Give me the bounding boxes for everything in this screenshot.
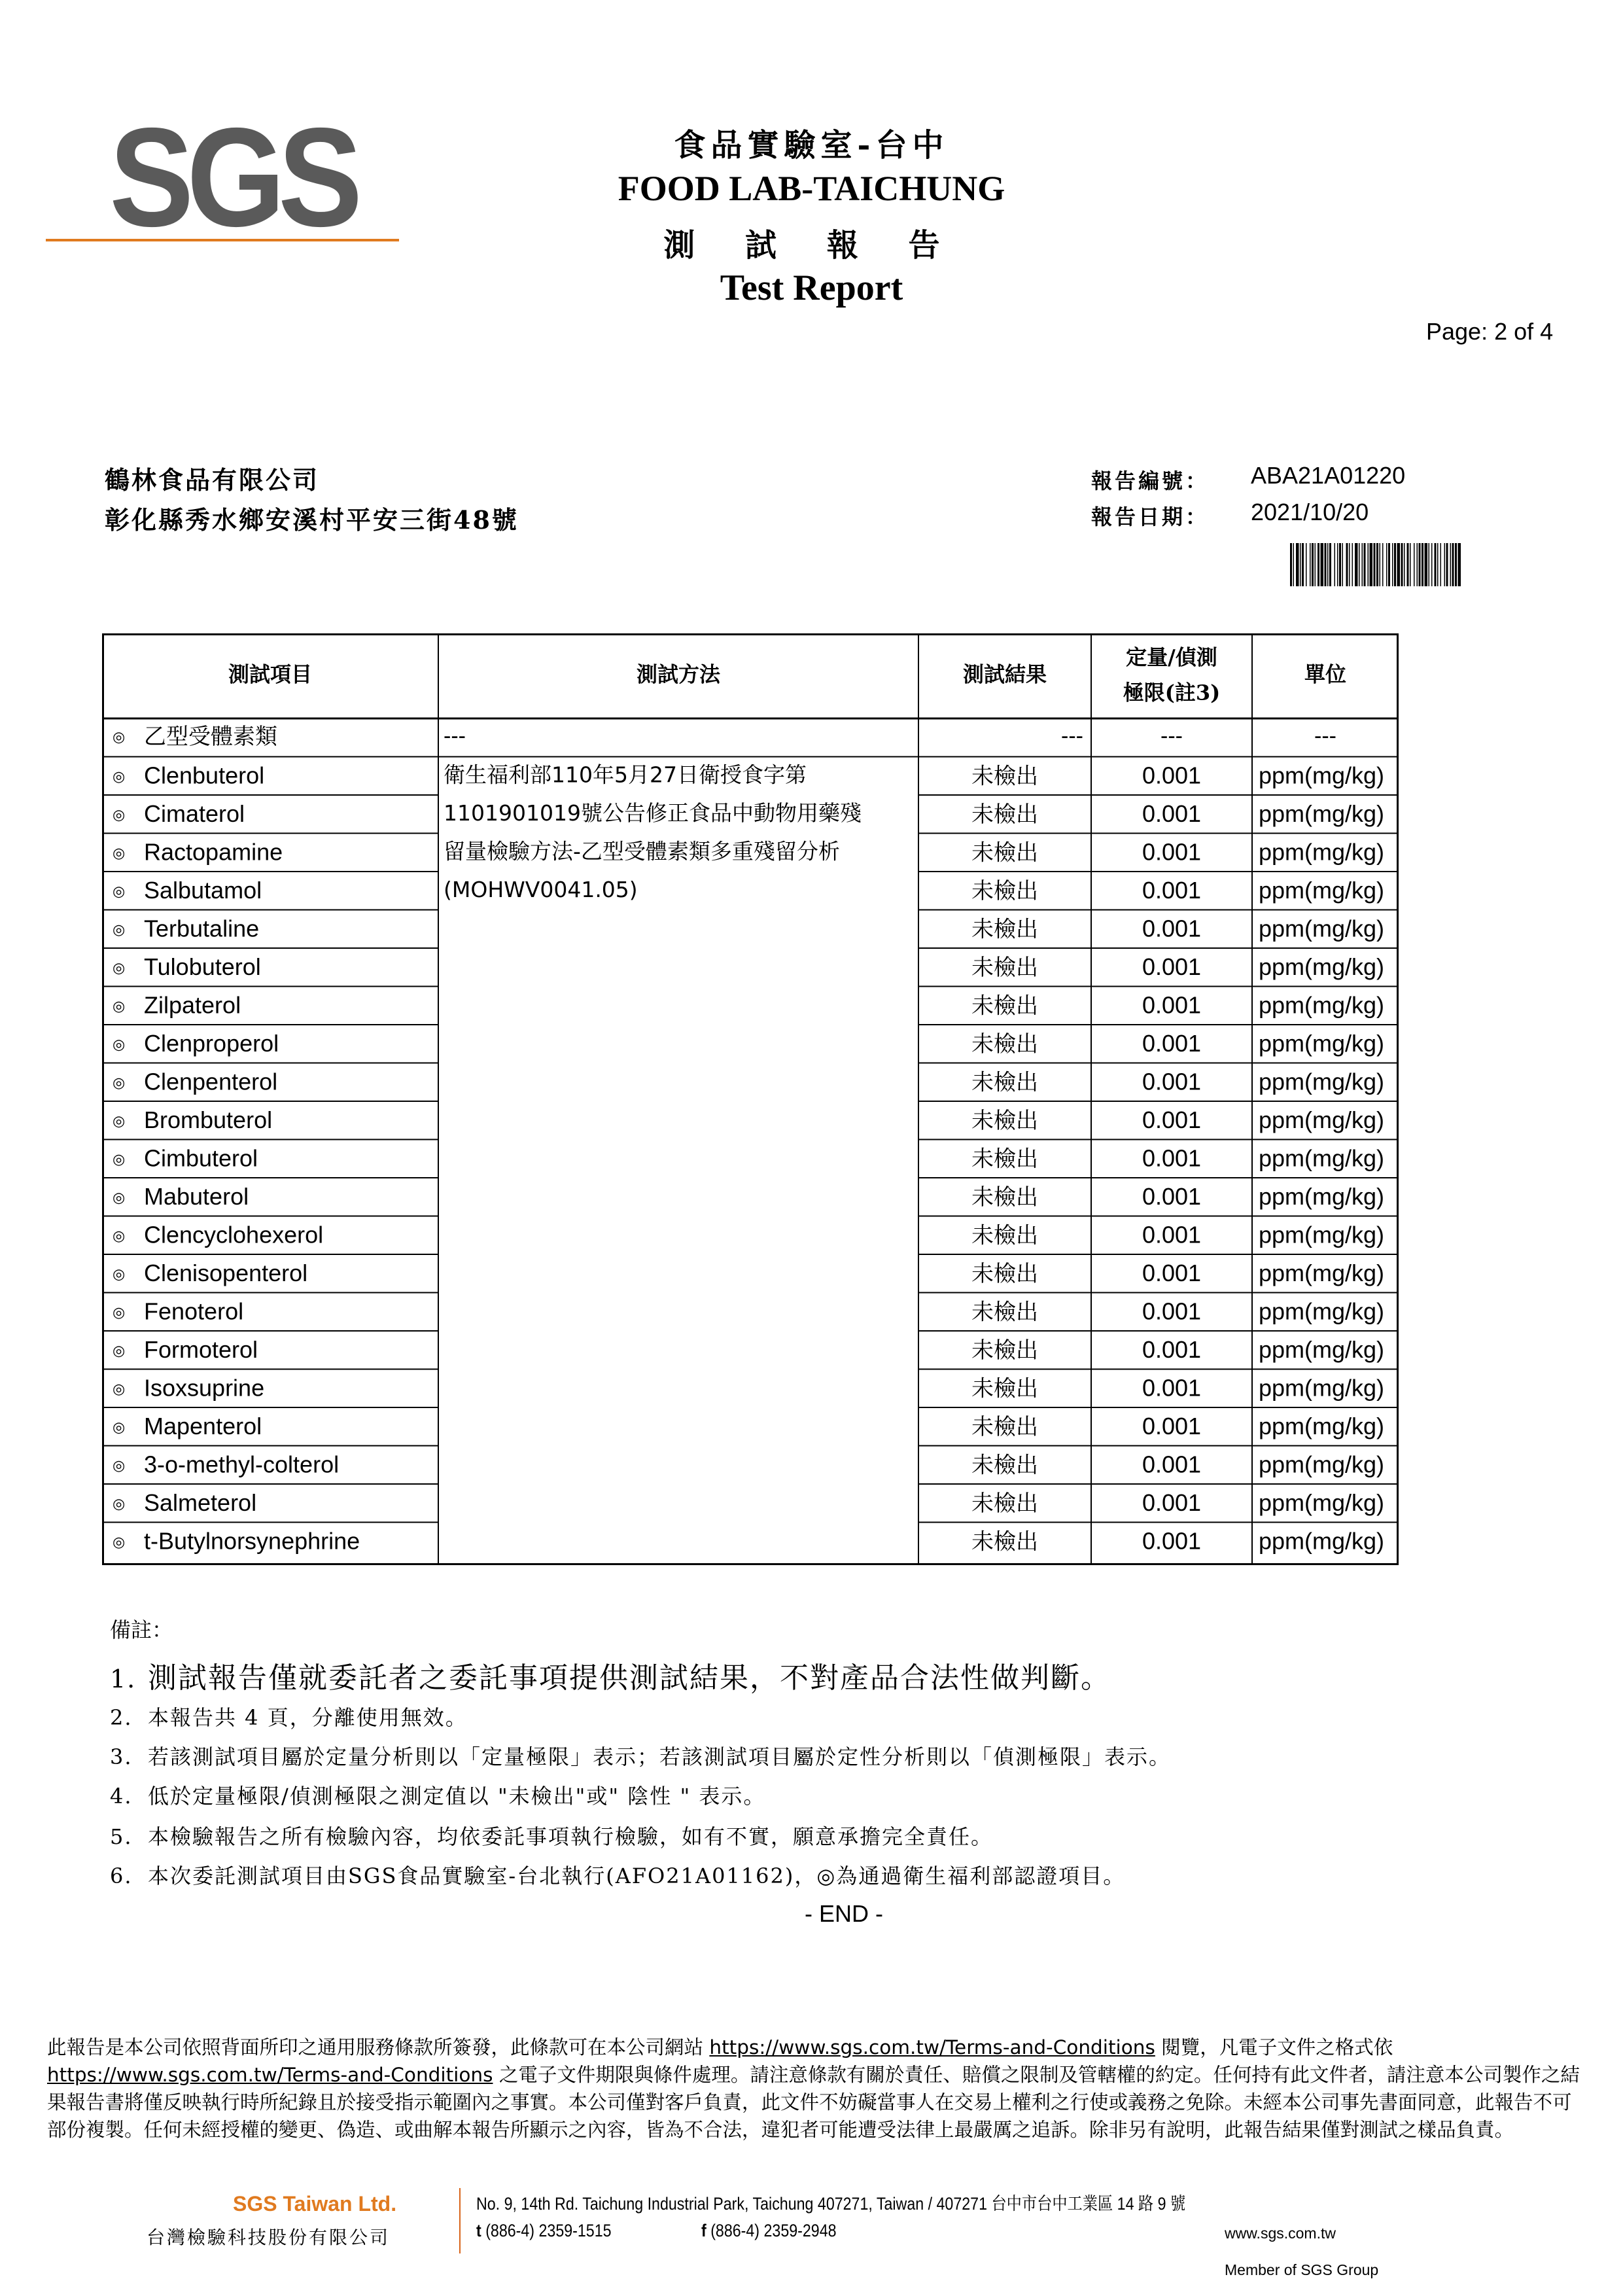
notes-title: 備註： [110,1617,173,1642]
note-text: 若該測試項目屬於定量分析則以「定量極限」表示；若該測試項目屬於定性分析則以「偵測極限」表示。 [148,1744,1172,1769]
barcode-bar [1435,543,1437,586]
barcode-bar [1310,543,1311,586]
barcode-bar [1401,543,1403,586]
barcode-bar [1329,543,1331,586]
unit-value: ppm(mg/kg) [1259,1335,1385,1363]
test-method-text: (MOHWV0041.05) [444,876,638,902]
result-value: 未檢出 [971,1299,1038,1326]
unit-value: ppm(mg/kg) [1259,991,1385,1019]
test-method-text: 衛生福利部110年5月27日衛授食字第 [444,762,807,788]
accredited-mark: ◎ [113,768,126,785]
limit-value: 0.001 [1142,762,1202,789]
accredited-mark: ◎ [113,921,126,938]
barcode-bar [1337,543,1338,586]
accredited-mark: ◎ [113,998,126,1015]
note-item [110,1740,1171,1771]
barcode-bar [1368,543,1369,586]
note-text: 低於定量極限/偵測極限之測定值以 "未檢出"或" 陰性 " 表示。 [148,1784,766,1809]
analyte-name: Brombuterol [144,1106,273,1133]
barcode-bar [1355,543,1358,586]
category-result: --- [1061,724,1083,749]
barcode-bar [1380,543,1381,586]
footer-divider [459,2188,461,2253]
barcode-bar [1376,543,1378,586]
result-value: 未檢出 [971,993,1038,1019]
note-text: 測試報告僅就委託者之委託事項提供測試結果，不對產品合法性做判斷。 [148,1661,1111,1695]
accredited-mark: ◎ [113,729,126,746]
unit-value: ppm(mg/kg) [1259,1527,1385,1555]
result-value: 未檢出 [971,1337,1038,1364]
barcode-bar [1429,543,1430,586]
note-number: 6. [110,1863,133,1888]
barcode [1290,543,1512,586]
barcode-bar [1404,543,1405,586]
result-value: 未檢出 [971,1413,1038,1440]
barcode-bar [1446,543,1448,586]
unit-value: ppm(mg/kg) [1259,1182,1385,1210]
unit-value: ppm(mg/kg) [1259,1106,1385,1133]
accredited-mark: ◎ [113,1151,126,1168]
barcode-bar [1374,543,1376,586]
barcode-bar [1349,543,1350,586]
barcode-bar [1392,543,1393,586]
limit-value: 0.001 [1142,1029,1202,1057]
accredited-mark: ◎ [113,883,126,900]
header-test-item: 測試項目 [228,662,313,687]
analyte-name: Clenisopenterol [144,1259,308,1286]
accredited-mark: ◎ [113,1457,126,1474]
barcode-bar [1302,543,1304,586]
barcode-bar [1339,543,1341,586]
analyte-name: Isoxsuprine [144,1374,265,1402]
barcode-bar [1325,543,1327,586]
svg-text:SGS: SGS [109,111,356,249]
barcode-bar [1300,543,1301,586]
unit-value: ppm(mg/kg) [1259,1298,1385,1325]
result-value: 未檢出 [971,1031,1038,1057]
analyte-name: Mapenterol [144,1412,262,1439]
barcode-bar [1397,543,1401,586]
limit-value: 0.001 [1142,1106,1202,1133]
header-test-result: 測試結果 [962,662,1047,687]
limit-value: 0.001 [1142,1527,1202,1555]
note-text: 本報告共 4 頁，分離使用無效。 [148,1705,468,1730]
tel-number: (886-4) 2359-1515 [481,2221,612,2240]
analyte-name: Mabuterol [144,1182,249,1210]
header-unit: 單位 [1304,662,1347,687]
analyte-name: Terbutaline [144,915,260,942]
result-value: 未檢出 [971,877,1038,904]
note-item [110,1860,1125,1890]
note-number: 2. [110,1705,133,1730]
member-text: Member of SGS Group [1225,2261,1379,2278]
note-item [110,1780,765,1810]
barcode-bar [1318,543,1319,586]
report-date-value: 2021/10/20 [1251,499,1369,525]
unit-value: ppm(mg/kg) [1259,953,1385,980]
accredited-mark: ◎ [113,1266,126,1283]
fax-number: (886-4) 2359-2948 [706,2221,837,2240]
result-value: 未檢出 [971,839,1038,866]
header-limit: 定量/偵測 [1126,645,1217,670]
limit-value: 0.001 [1142,1335,1202,1363]
accredited-mark: ◎ [113,1381,126,1398]
barcode-bar [1388,543,1390,586]
accredited-mark: ◎ [113,960,126,977]
barcode-bar [1362,543,1363,586]
unit-value: ppm(mg/kg) [1259,800,1385,827]
result-value: 未檢出 [971,801,1038,828]
result-value: 未檢出 [971,1222,1038,1249]
barcode-bar [1352,543,1353,586]
fax [701,2221,837,2241]
unit-value: ppm(mg/kg) [1259,1451,1385,1478]
analyte-name: Clencyclohexerol [144,1221,324,1248]
barcode-bar [1440,543,1442,586]
limit-value: 0.001 [1142,953,1202,980]
barcode-bar [1321,543,1324,586]
analyte-name: Tulobuterol [144,953,261,980]
barcode-bar [1342,543,1344,586]
unit-value: ppm(mg/kg) [1259,1374,1385,1402]
unit-value: ppm(mg/kg) [1259,1489,1385,1516]
result-value: 未檢出 [971,1260,1038,1287]
result-value: 未檢出 [971,1107,1038,1134]
analyte-name: Ractopamine [144,838,283,866]
analyte-name: Salmeterol [144,1489,257,1516]
lab-title-zh: 食品實驗室-台中 [674,127,949,164]
category-limit: --- [1161,724,1183,749]
website[interactable]: www.sgs.com.tw [1225,2225,1336,2242]
header-limit: 極限(註3) [1123,680,1221,705]
barcode-bar [1458,543,1461,586]
header-test-method: 測試方法 [636,662,721,687]
barcode-bar [1293,543,1295,586]
unit-value: ppm(mg/kg) [1259,1068,1385,1095]
accredited-mark: ◎ [113,1036,126,1053]
barcode-bar [1419,543,1421,586]
barcode-bar [1437,543,1439,586]
accredited-mark: ◎ [113,1304,126,1321]
note-number: 1. [110,1665,137,1693]
terms-link[interactable]: https://www.sgs.com.tw/Terms-and-Conditions [47,2064,493,2086]
result-value: 未檢出 [971,954,1038,981]
accredited-mark: ◎ [113,1419,126,1436]
limit-value: 0.001 [1142,1259,1202,1286]
unit-value: ppm(mg/kg) [1259,1144,1385,1172]
analyte-name: Fenoterol [144,1298,244,1325]
company-address: No. 9, 14th Rd. Taichung Industrial Park, Taichung 407271, Taiwan / 407271 台中市台中工業區 14 路 9 號 [476,2194,1186,2214]
report-title-zh: 測 試 報 告 [663,227,960,264]
client-name: 鶴林食品有限公司 [105,465,320,495]
result-value: 未檢出 [971,916,1038,943]
accredited-mark: ◎ [113,1113,126,1130]
page-number: Page: 2 of 4 [1426,318,1554,345]
limit-value: 0.001 [1142,1374,1202,1402]
result-value: 未檢出 [971,1528,1038,1555]
barcode-bar [1425,543,1428,586]
analyte-name: Cimbuterol [144,1144,258,1172]
terms-link[interactable]: https://www.sgs.com.tw/Terms-and-Conditions [709,2036,1155,2058]
unit-value: ppm(mg/kg) [1259,1412,1385,1439]
barcode-bar [1410,543,1411,586]
limit-value: 0.001 [1142,800,1202,827]
barcode-bar [1306,543,1307,586]
barcode-bar [1364,543,1366,586]
note-text: 本檢驗報告之所有檢驗內容，均依委託事項執行檢驗，如有不實，願意承擔完全責任。 [148,1824,994,1849]
note-number: 3. [110,1744,133,1769]
limit-value: 0.001 [1142,1068,1202,1095]
disclaimer [47,2034,1582,2144]
report-number-value: ABA21A01220 [1251,462,1406,489]
tel-prefix: t [476,2221,481,2240]
unit-value: ppm(mg/kg) [1259,1029,1385,1057]
barcode-bar [1370,543,1373,586]
barcode-bar [1335,543,1336,586]
analyte-name: Salbutamol [144,876,262,904]
unit-value: ppm(mg/kg) [1259,915,1385,942]
limit-value: 0.001 [1142,876,1202,904]
limit-value: 0.001 [1142,1489,1202,1516]
barcode-bar [1327,543,1329,586]
analyte-name: Clenpenterol [144,1068,278,1095]
barcode-bar [1296,543,1299,586]
unit-value: ppm(mg/kg) [1259,762,1385,789]
analyte-name: 3-o-methyl-colterol [144,1451,340,1478]
barcode-bar [1359,543,1360,586]
limit-value: 0.001 [1142,915,1202,942]
analyte-name: Formoterol [144,1335,258,1363]
category-name: 乙型受體素類 [144,723,277,750]
result-value: 未檢出 [971,1146,1038,1173]
disclaimer-text: 此報告是本公司依照背面所印之通用服務條款所簽發，此條款可在本公司網站 [47,2036,710,2058]
barcode-bar [1312,543,1314,586]
analyte-name: Clenproperol [144,1029,279,1057]
category-unit: --- [1314,724,1336,749]
accredited-mark: ◎ [113,1190,126,1207]
unit-value: ppm(mg/kg) [1259,1259,1385,1286]
barcode-bar [1382,543,1384,586]
company-name-zh: 台灣檢驗科技股份有限公司 [147,2227,391,2248]
unit-value: ppm(mg/kg) [1259,838,1385,866]
result-value: 未檢出 [971,1452,1038,1479]
result-value: 未檢出 [971,763,1038,790]
limit-value: 0.001 [1142,838,1202,866]
report-date-label: 報告日期： [1091,504,1210,529]
unit-value: ppm(mg/kg) [1259,876,1385,904]
accredited-mark: ◎ [113,1534,126,1551]
barcode-bar [1417,543,1418,586]
result-value: 未檢出 [971,1490,1038,1517]
barcode-bar [1290,543,1292,586]
limit-value: 0.001 [1142,1144,1202,1172]
limit-value: 0.001 [1142,1182,1202,1210]
barcode-bar [1414,543,1415,586]
barcode-bar [1394,543,1396,586]
barcode-bar [1346,543,1348,586]
unit-value: ppm(mg/kg) [1259,1221,1385,1248]
analyte-name: Clenbuterol [144,762,265,789]
barcode-bar [1455,543,1457,586]
limit-value: 0.001 [1142,1451,1202,1478]
barcode-bar [1422,543,1423,586]
accredited-mark: ◎ [113,807,126,824]
client-address: 彰化縣秀水鄉安溪村平安三街48號 [105,505,519,535]
test-method-text: 1101901019號公告修正食品中動物用藥殘 [444,800,862,826]
barcode-bar [1431,543,1433,586]
note-number: 5. [110,1824,133,1849]
fax-prefix: f [701,2221,707,2240]
barcode-bar [1386,543,1387,586]
note-number: 4. [110,1784,133,1809]
disclaimer-text: 閱覽，凡電子文件之格式依 [1155,2036,1393,2058]
barcode-bar [1452,543,1454,586]
limit-value: 0.001 [1142,1412,1202,1439]
analyte-name: Zilpaterol [144,991,241,1019]
end-mark: - END - [805,1900,883,1927]
report-number-label: 報告編號： [1091,468,1210,493]
result-value: 未檢出 [971,1069,1038,1096]
accredited-mark: ◎ [113,1227,126,1245]
lab-title-en: FOOD LAB-TAICHUNG [618,169,1005,208]
limit-value: 0.001 [1142,1221,1202,1248]
accredited-mark: ◎ [113,1343,126,1360]
test-method-text: 留量檢驗方法-乙型受體素類多重殘留分析 [444,838,840,864]
result-value: 未檢出 [971,1375,1038,1402]
note-text: 本次委託測試項目由SGS食品實驗室-台北執行(AFO21A01162)，◎為通過衛生福利部認證項目。 [148,1863,1126,1888]
result-value: 未檢出 [971,1184,1038,1210]
analyte-name: t-Butylnorsynephrine [144,1527,360,1555]
report-title-en: Test Report [720,268,903,308]
note-item [110,1820,993,1850]
barcode-bar [1450,543,1452,586]
category-method: --- [444,724,466,749]
accredited-mark: ◎ [113,1074,126,1091]
note-item [110,1654,1111,1696]
limit-value: 0.001 [1142,1298,1202,1325]
results-table [102,633,1399,1565]
disclaimer-text: 之電子文件期限與條件處理。請注意條款有關於責任、賠償之限制及管轄權的約定。任何持有此文件者，請注意本公司製作之結果報告書將僅反映執行時所紀錄且於接受指示範圍內之事實。本公司僅對客戶負責，此文件不妨礙當事人在交易上權利之行使或義務之免除。未經本公司事先書面同意，此報告不可部份複製。任何未經授權的變更、偽造、或曲解本報告所顯示之內容，皆為不合法，違犯者可能遭受法律上最嚴厲之追訴。除非另有說明，此報告結果僅對測試之樣品負責。 [47,2064,1580,2141]
accredited-mark: ◎ [113,845,126,862]
note-item [110,1701,468,1731]
analyte-name: Cimaterol [144,800,245,827]
limit-value: 0.001 [1142,991,1202,1019]
company-name-en: SGS Taiwan Ltd. [233,2192,397,2216]
barcode-bar [1444,543,1446,586]
telephone [476,2221,612,2241]
accredited-mark: ◎ [113,1496,126,1513]
barcode-bar [1407,543,1409,586]
barcode-bar [1315,543,1316,586]
